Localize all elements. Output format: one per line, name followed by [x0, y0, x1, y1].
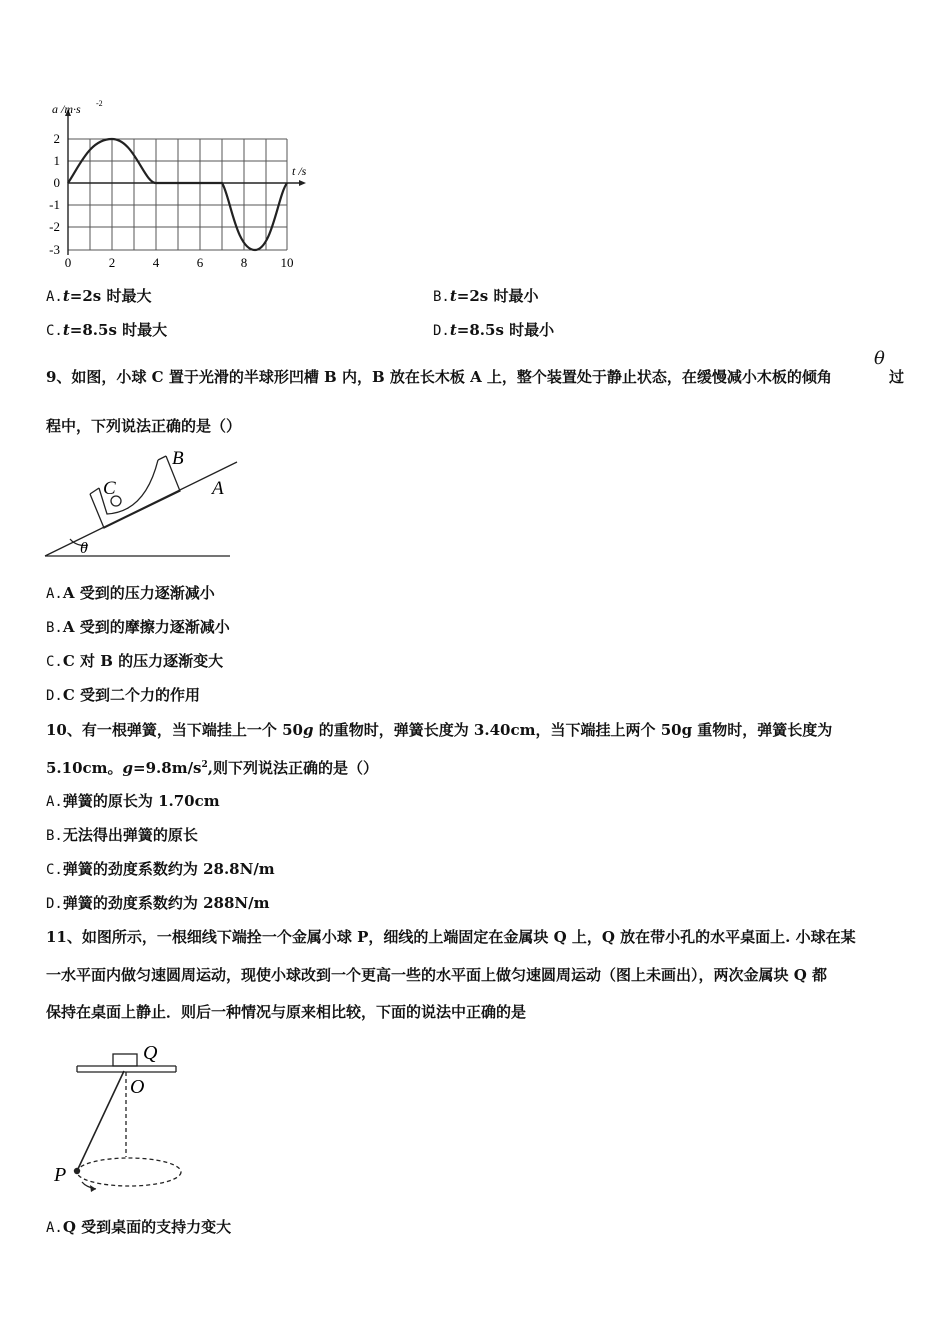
label-q: Q	[143, 1042, 158, 1064]
label-theta: θ	[80, 540, 88, 557]
q11-stem-line2: 一水平面内做匀速圆周运动，现使小球改到一个更高一些的水平面上做匀速圆周运动（图上未画出），两次金属块 Q 都	[46, 966, 828, 984]
q9-option-c[interactable]: C.C 对 B 的压力逐渐变大	[46, 652, 224, 670]
label-o: O	[130, 1076, 145, 1098]
x-axis-label: t /s	[292, 164, 307, 178]
y-axis-label: a /m·s	[52, 102, 81, 116]
q10-option-d[interactable]: D.弹簧的劲度系数约为 288N/m	[46, 894, 270, 912]
y-tick: -2	[49, 219, 60, 234]
q11-option-a[interactable]: A.Q 受到桌面的支持力变大	[46, 1218, 232, 1236]
q8-option-b[interactable]: B.t=2s 时最小	[433, 287, 539, 305]
y-tick: -3	[49, 242, 60, 257]
q10-option-b[interactable]: B.无法得出弹簧的原长	[46, 826, 198, 844]
incline-bowl-diagram	[40, 442, 260, 567]
q10-stem-line1: 10、有一根弹簧，当下端挂上一个 50g 的重物时，弹簧长度为 3.40cm，当下端挂上两个 50g 重物时，弹簧长度为	[46, 721, 833, 739]
label-c: C	[103, 478, 116, 499]
q9-option-a[interactable]: A.A 受到的压力逐渐减小	[46, 584, 215, 602]
q9-option-d[interactable]: D.C 受到二个力的作用	[46, 686, 201, 704]
q8-option-a[interactable]: A.t=2s 时最大	[46, 287, 152, 305]
q11-stem-line1: 11、如图所示，一根细线下端拴一个金属小球 P，细线的上端固定在金属块 Q 上，Q 放在带小孔的水平桌面上. 小球在某	[46, 928, 856, 946]
q9-stem-line1-end: 过	[889, 368, 905, 386]
x-tick: 0	[64, 255, 72, 270]
x-tick: 8	[240, 255, 248, 270]
y-tick: 2	[53, 131, 60, 146]
y-tick: 0	[53, 175, 60, 190]
y-tick: 1	[53, 153, 60, 168]
acceleration-time-graph	[40, 95, 330, 275]
q9-stem-line2: 程中，下列说法正确的是（）	[46, 417, 242, 435]
label-p: P	[54, 1164, 67, 1186]
x-tick: 6	[196, 255, 204, 270]
q10-option-c[interactable]: C.弹簧的劲度系数约为 28.8N/m	[46, 860, 275, 878]
conical-pendulum-diagram	[50, 1035, 200, 1200]
label-b: B	[172, 448, 184, 469]
q9-stem-line1: 9、如图，小球 C 置于光滑的半球形凹槽 B 内，B 放在长木板 A 上，整个装置处于静止状态，在缓慢减小木板的倾角	[46, 368, 832, 386]
x-tick: 2	[108, 255, 116, 270]
q8-option-c[interactable]: C.t=8.5s 时最大	[46, 321, 168, 339]
label-a: A	[212, 478, 224, 499]
q10-option-a[interactable]: A.弹簧的原长为 1.70cm	[46, 792, 220, 810]
x-tick: 4	[152, 255, 160, 270]
q10-stem-line2: 5.10cm。$g=9.8m/s^2$,则下列说法正确的是（）	[46, 759, 379, 777]
q8-option-d[interactable]: D.t=8.5s 时最小	[433, 321, 555, 339]
q9-theta-symbol: θ	[874, 348, 885, 369]
q9-option-b[interactable]: B.A 受到的摩擦力逐渐减小	[46, 618, 230, 636]
y-axis-label-sup: -2	[96, 99, 103, 108]
x-tick: 10	[280, 255, 294, 270]
q11-stem-line3: 保持在桌面上静止．则后一种情况与原来相比较，下面的说法中正确的是	[46, 1003, 527, 1021]
y-tick: -1	[49, 197, 60, 212]
